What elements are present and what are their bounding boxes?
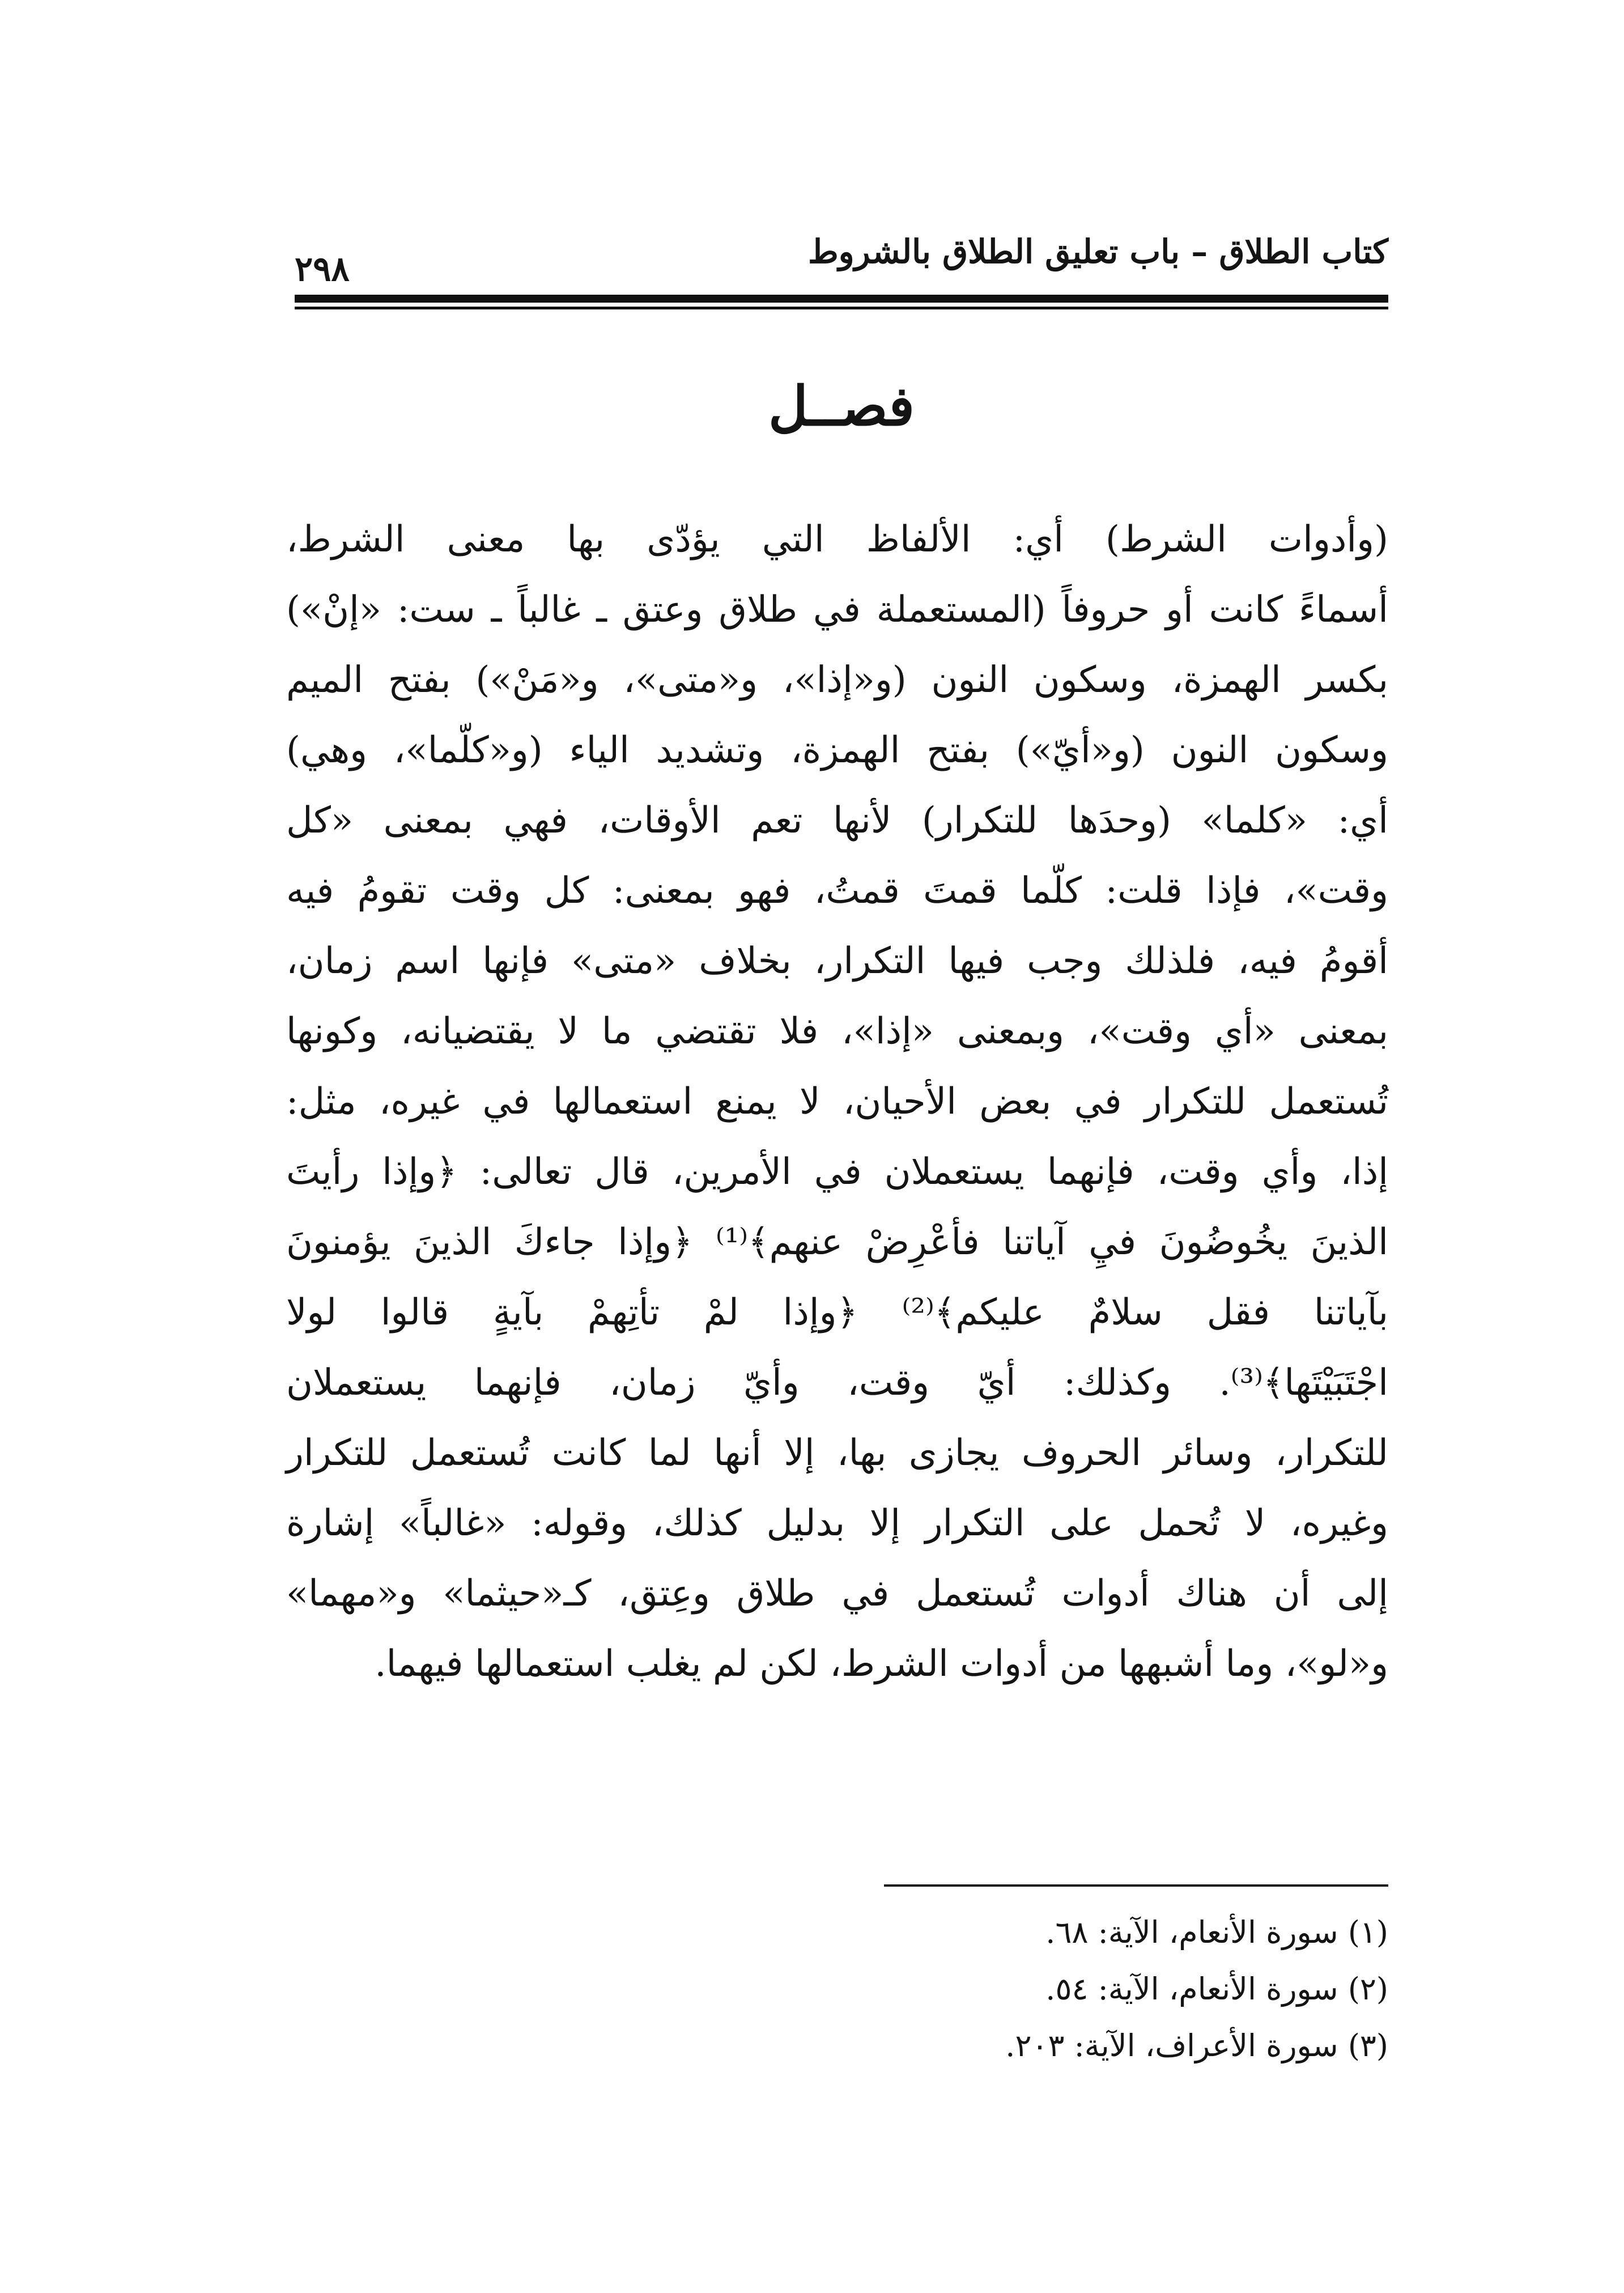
body-line: للتكرار، وسائر الحروف يجازى بها، إلا أنها لما كانت تُستعمل للتكرار bbox=[286, 1432, 1388, 1474]
page-number: ٢٩٨ bbox=[295, 249, 350, 289]
body-line: اجْتَبَيْتَها﴾⁽³⁾. وكذلك: أيّ وقت، وأيّ زمان، فإنهما يستعملان bbox=[286, 1362, 1388, 1404]
header-rule-thick bbox=[295, 295, 1388, 303]
body-line: أسماءً كانت أو حروفاً (المستعملة في طلاق وعتق ـ غالباً ـ ست: «إنْ») bbox=[286, 589, 1388, 631]
footnote-separator bbox=[884, 1884, 1388, 1887]
footnotes bbox=[765, 1904, 1388, 2074]
body-line: أي: «كلما» (وحدَها للتكرار) لأنها تعم الأوقات، فهي بمعنى «كل bbox=[286, 800, 1389, 842]
body-line: بكسر الهمزة، وسكون النون (و«إذا»، و«متى»، و«مَنْ») بفتح الميم bbox=[286, 659, 1388, 701]
body-line: و«لو»، وما أشبهها من أدوات الشرط، لكن لم يغلب استعمالها فيهما. bbox=[375, 1643, 1388, 1685]
body-line: وغيره، لا تُحمل على التكرار إلا بدليل كذلك، وقوله: «غالباً» إشارة bbox=[286, 1502, 1388, 1544]
body-line: أقومُ فيه، فلذلك وجب فيها التكرار، بخلاف «متى» فإنها اسم زمان، bbox=[286, 940, 1388, 982]
body-line: وسكون النون (و«أيّ») بفتح الهمزة، وتشديد الياء (و«كلّما»، وهي) bbox=[286, 729, 1388, 771]
running-title: كتاب الطلاق – باب تعليق الطلاق بالشروط bbox=[808, 232, 1388, 271]
body-line: بمعنى «أي وقت»، وبمعنى «إذا»، فلا تقتضي ما لا يقتضيانه، وكونها bbox=[286, 1010, 1388, 1052]
footnote: (٣) سورة الأعراف، الآية: ٢٠٣. bbox=[1005, 2028, 1388, 2063]
section-heading: فصــل bbox=[768, 374, 915, 438]
body-line: بآياتنا فقل سلامٌ عليكم﴾⁽²⁾ ﴿وإذا لمْ تأتِهمْ بآيةٍ قالوا لولا bbox=[286, 1292, 1389, 1334]
header-rule-thin bbox=[295, 307, 1388, 309]
body-line: وقت»، فإذا قلت: كلّما قمتَ قمتُ، فهو بمعنى: كل وقت تقومُ فيه bbox=[286, 870, 1388, 912]
body-text bbox=[286, 504, 1388, 1699]
body-line: إذا، وأي وقت، فإنهما يستعملان في الأمرين، قال تعالى: ﴿وإذا رأيتَ bbox=[286, 1151, 1389, 1193]
running-header bbox=[295, 232, 1388, 289]
body-line: الذينَ يخُوضُونَ فيِ آياتنا فأعْرِضْ عنهم﴾⁽¹⁾ ﴿وإذا جاءكَ الذينَ يؤمنونَ bbox=[286, 1221, 1389, 1263]
body-line: (وأدوات الشرط) أي: الألفاظ التي يؤدّى بها معنى الشرط، bbox=[286, 519, 1388, 560]
body-line: تُستعمل للتكرار في بعض الأحيان، لا يمنع استعمالها في غيره، مثل: bbox=[286, 1081, 1388, 1123]
footnote: (٢) سورة الأنعام، الآية: ٥٤. bbox=[1045, 1971, 1388, 2007]
body-line: إلى أن هناك أدوات تُستعمل في طلاق وعِتق، كـ«حيثما» و«مهما» bbox=[286, 1573, 1388, 1615]
footnote: (١) سورة الأنعام، الآية: ٦٨. bbox=[1045, 1914, 1388, 1950]
